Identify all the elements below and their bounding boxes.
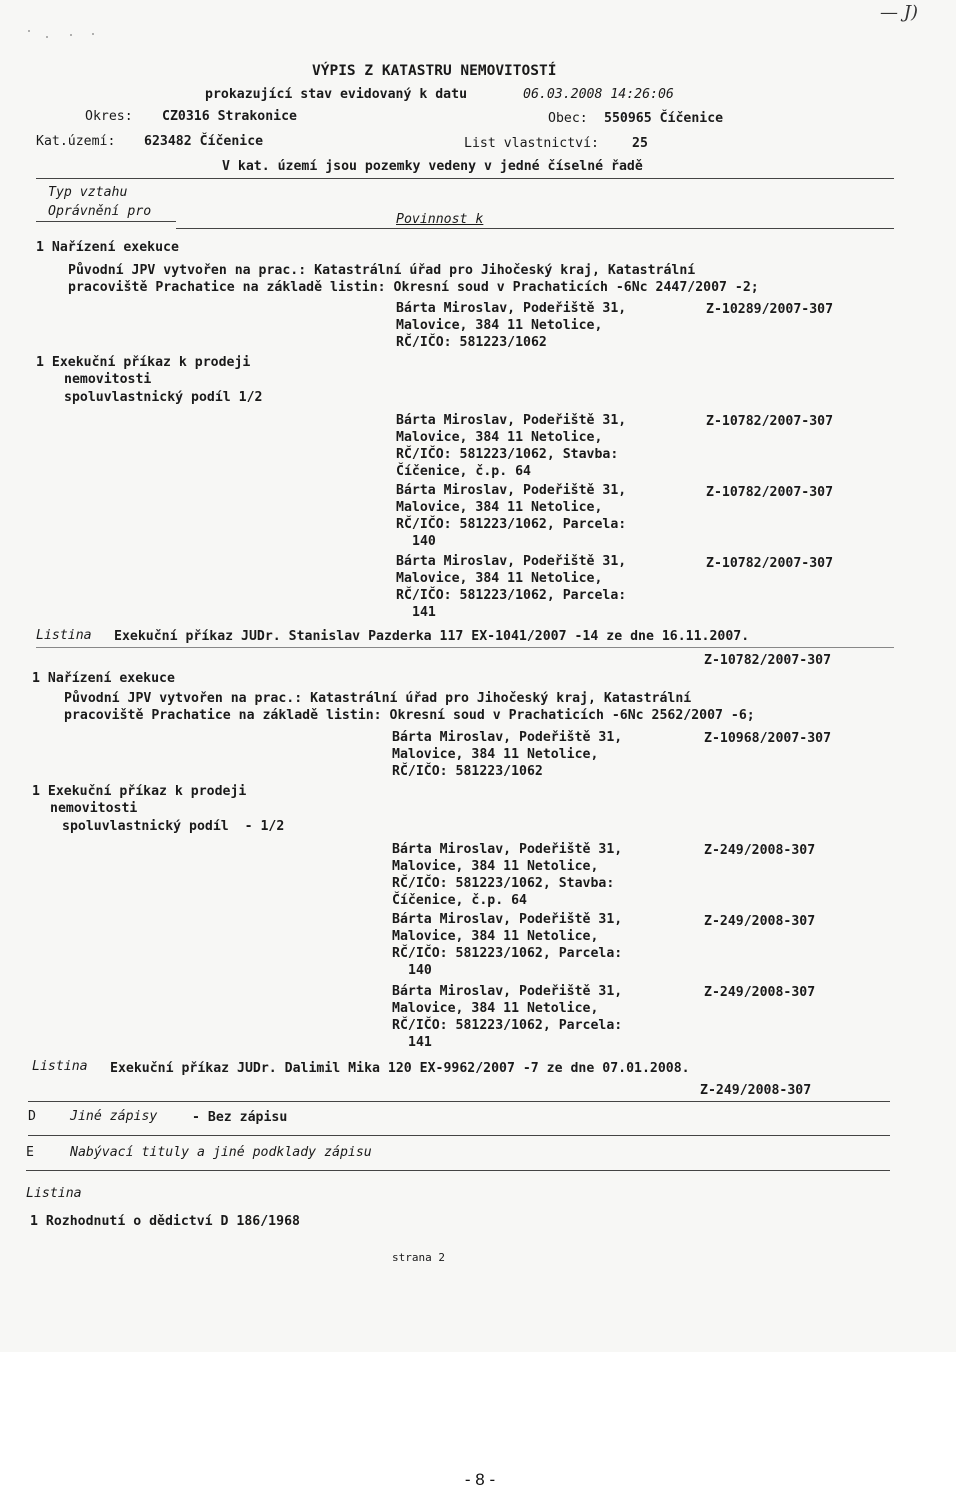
obec-value: 550965 Číčenice	[604, 111, 724, 126]
s2-entry-line: 141	[408, 1035, 432, 1050]
s1-item2-title: 1 Exekuční příkaz k prodeji	[36, 355, 251, 370]
s1-entry-ref: Z-10782/2007-307	[706, 556, 834, 571]
s1-listina-ref: Z-10782/2007-307	[704, 653, 832, 668]
s1-entry-line: Číčenice, č.p. 64	[396, 464, 531, 479]
s2-entry-line: RČ/IČO: 581223/1062, Parcela:	[392, 1018, 623, 1033]
okres-value: CZ0316 Strakonice	[162, 109, 297, 124]
s1-item1-line1: Původní JPV vytvořen na prac.: Katastrální úřad pro Jihočeský kraj, Katastrální	[68, 263, 696, 278]
s1-entry-line: Malovice, 384 11 Netolice,	[396, 500, 603, 515]
s1-entry-line: Bárta Miroslav, Podeřiště 31,	[396, 554, 627, 569]
section-e-title: Nabývací tituly a jiné podklady zápisu	[70, 1145, 372, 1160]
col-opravneni-pro: Oprávnění pro	[48, 204, 152, 219]
s2-entry-line: 140	[408, 963, 432, 978]
s1-entry-ref: Z-10782/2007-307	[706, 485, 834, 500]
s1-item1-ref: Z-10289/2007-307	[706, 302, 834, 317]
s2-entry-line: Bárta Miroslav, Podeřiště 31,	[392, 842, 623, 857]
strana-label: strana 2	[392, 1251, 445, 1264]
s1-entry-line: Malovice, 384 11 Netolice,	[396, 430, 603, 445]
s1-entry-line: Bárta Miroslav, Podeřiště 31,	[396, 413, 627, 428]
scan-speck	[92, 33, 94, 35]
col-povinnost-k: Povinnost k	[396, 212, 484, 227]
s2-entry-ref: Z-249/2008-307	[704, 985, 816, 1000]
s2-entry-ref: Z-249/2008-307	[704, 843, 816, 858]
section-d-title: Jiné zápisy	[70, 1109, 158, 1124]
s2-listina-text: Exekuční příkaz JUDr. Dalimil Mika 120 EX-9962/2007 -7 ze dne 07.01.2008.	[110, 1061, 690, 1076]
section-d-letter: D	[28, 1109, 36, 1124]
s2-entry-line: RČ/IČO: 581223/1062, Parcela:	[392, 946, 623, 961]
listina-block-label: Listina	[26, 1186, 82, 1201]
header-divider	[36, 178, 894, 179]
s2-entry-line: Bárta Miroslav, Podeřiště 31,	[392, 984, 623, 999]
s2-item1-ref: Z-10968/2007-307	[704, 731, 832, 746]
lv-value: 25	[632, 136, 648, 151]
section-d-divider	[28, 1135, 890, 1136]
corner-handwritten-mark: — J)	[880, 2, 918, 23]
obec-label: Obec:	[548, 111, 588, 126]
listina-block-item: 1 Rozhodnutí o dědictví D 186/1968	[30, 1214, 300, 1229]
s2-entry-line: Malovice, 384 11 Netolice,	[392, 1001, 599, 1016]
s2-item2-title: spoluvlastnický podíl - 1/2	[62, 819, 285, 834]
col-divider	[176, 228, 894, 229]
s2-entry-line: Malovice, 384 11 Netolice,	[392, 859, 599, 874]
s2-item1-party-line: Bárta Miroslav, Podeřiště 31,	[392, 730, 623, 745]
katuzemi-value: 623482 Číčenice	[144, 134, 264, 149]
s2-item1-line2: pracoviště Prachatice na základě listin: Okresní soud v Prachaticích -6Nc 2562/2007 -6;	[64, 708, 755, 723]
page-number: - 8 -	[464, 1470, 496, 1489]
section-d-suffix: - Bez zápisu	[192, 1110, 288, 1125]
s2-entry-line: Bárta Miroslav, Podeřiště 31,	[392, 912, 623, 927]
s2-item1-title: 1 Nařízení exekuce	[32, 671, 175, 686]
s1-item1-party-line: RČ/IČO: 581223/1062	[396, 335, 547, 350]
s1-entry-line: 141	[412, 605, 436, 620]
s2-item1-line1: Původní JPV vytvořen na prac.: Katastrální úřad pro Jihočeský kraj, Katastrální	[64, 691, 692, 706]
s2-item1-party-line: RČ/IČO: 581223/1062	[392, 764, 543, 779]
col-typ-vztahu: Typ vztahu	[48, 185, 128, 200]
s2-entry-line: Malovice, 384 11 Netolice,	[392, 929, 599, 944]
s1-entry-line: RČ/IČO: 581223/1062, Parcela:	[396, 517, 627, 532]
s2-item2-title: 1 Exekuční příkaz k prodeji	[32, 784, 247, 799]
scan-speck	[28, 30, 30, 32]
subtitle-datetime: 06.03.2008 14:26:06	[523, 87, 674, 102]
s2-entry-line: RČ/IČO: 581223/1062, Stavba:	[392, 876, 615, 891]
s1-item2-title: spoluvlastnický podíl 1/2	[64, 390, 263, 405]
cadastral-note: V kat. území jsou pozemky vedeny v jedné číselné řadě	[222, 159, 643, 174]
subtitle-prefix: prokazující stav evidovaný k datu	[205, 87, 468, 102]
s1-entry-line: RČ/IČO: 581223/1062, Parcela:	[396, 588, 627, 603]
s1-divider	[36, 647, 894, 648]
s1-entry-line: RČ/IČO: 581223/1062, Stavba:	[396, 447, 619, 462]
s1-entry-line: Malovice, 384 11 Netolice,	[396, 571, 603, 586]
s2-divider	[28, 1101, 890, 1102]
katuzemi-label: Kat.území:	[36, 134, 116, 149]
s1-item2-title: nemovitosti	[64, 372, 152, 387]
s1-item1-line2: pracoviště Prachatice na základě listin: Okresní soud v Prachaticích -6Nc 2447/2007 -2;	[68, 280, 759, 295]
s2-item1-party-line: Malovice, 384 11 Netolice,	[392, 747, 599, 762]
s2-listina-ref: Z-249/2008-307	[700, 1083, 812, 1098]
s1-entry-ref: Z-10782/2007-307	[706, 414, 834, 429]
s1-listina-label: Listina	[36, 628, 92, 643]
s2-listina-label: Listina	[32, 1059, 88, 1074]
s1-item1-title: 1 Nařízení exekuce	[36, 240, 179, 255]
scan-speck	[70, 34, 72, 36]
document-title: VÝPIS Z KATASTRU NEMOVITOSTÍ	[312, 63, 557, 79]
scan-speck	[46, 36, 48, 38]
s2-entry-ref: Z-249/2008-307	[704, 914, 816, 929]
s2-entry-line: Číčenice, č.p. 64	[392, 893, 527, 908]
section-e-letter: E	[26, 1145, 34, 1160]
s1-item1-party-line: Bárta Miroslav, Podeřiště 31,	[396, 301, 627, 316]
s1-item1-party-line: Malovice, 384 11 Netolice,	[396, 318, 603, 333]
s1-entry-line: 140	[412, 534, 436, 549]
col-underline	[36, 221, 176, 222]
lv-label: List vlastnictví:	[464, 136, 599, 151]
s1-entry-line: Bárta Miroslav, Podeřiště 31,	[396, 483, 627, 498]
s1-listina-text: Exekuční příkaz JUDr. Stanislav Pazderka 117 EX-1041/2007 -14 ze dne 16.11.2007.	[114, 629, 750, 644]
section-e-divider	[26, 1170, 890, 1171]
s2-item2-title: nemovitosti	[50, 801, 138, 816]
okres-label: Okres:	[85, 109, 133, 124]
